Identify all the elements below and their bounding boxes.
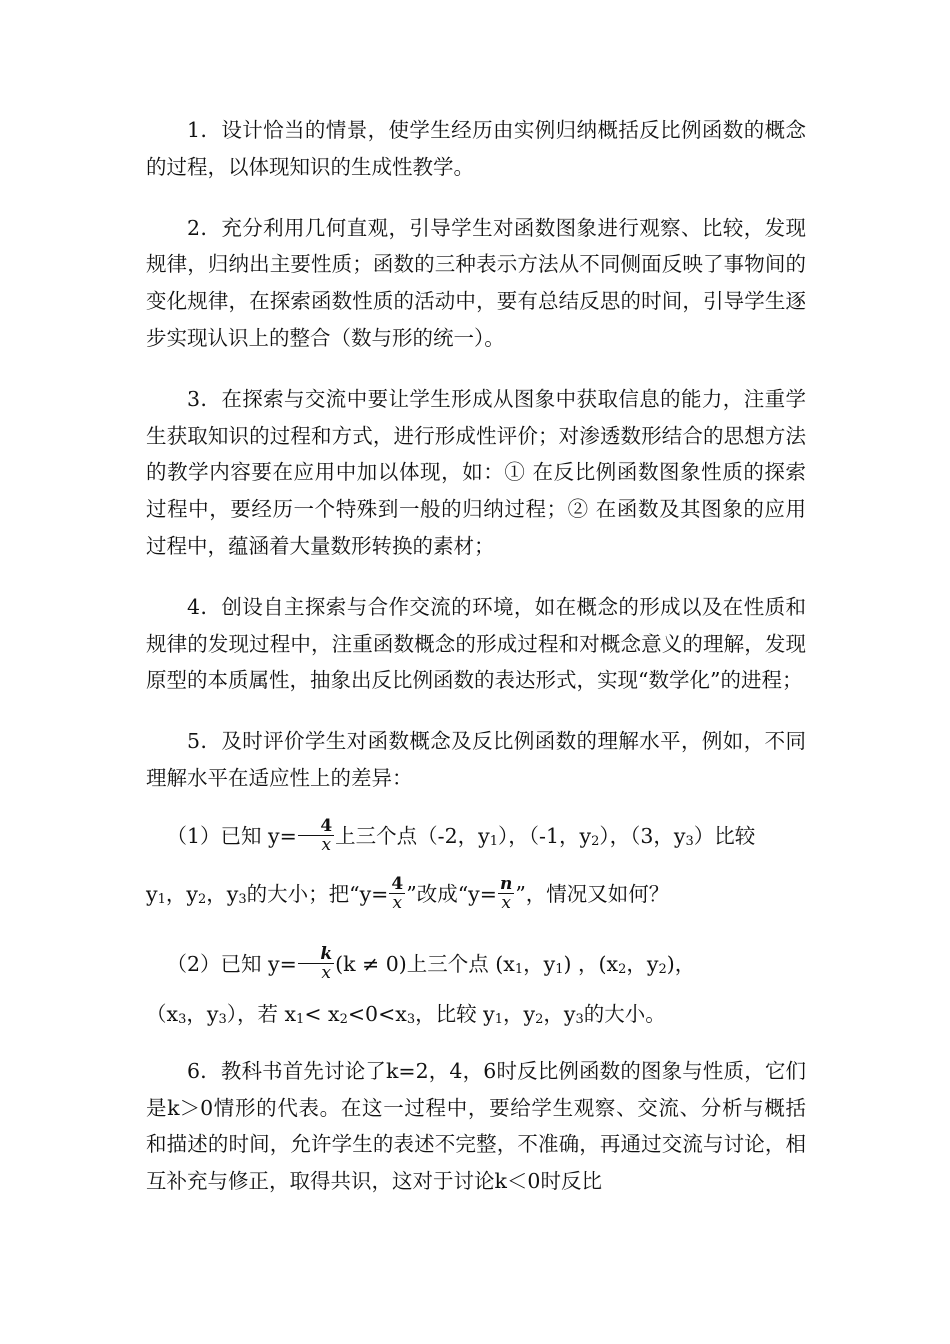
subscript: 1 [494,1011,504,1027]
text: ，y [626,951,659,976]
example-2-line-2 [146,989,806,1039]
text: ，y [503,1001,536,1026]
denominator: x [501,892,511,913]
numerator: 4 [391,873,404,894]
text: ），（3，y [599,823,686,848]
text: 上三个点（-2，y [335,823,490,848]
text: ，y [186,1001,219,1026]
text: ，y [543,1001,576,1026]
example-1-line-2 [146,869,806,919]
text: ，y [523,951,556,976]
subscript: 2 [591,833,600,849]
subscript: 3 [238,891,247,907]
numerator: k [298,945,334,964]
subscript: 1 [555,961,564,977]
paragraph-1: 1．设计恰当的情景，使学生经历由实例归纳概括反比例函数的概念的过程，以体现知识的生成性教学。 [146,118,806,179]
subscript: 3 [685,833,694,849]
text: 的大小；把“y= [246,881,389,906]
example-2-line-1 [146,939,806,989]
document-page [146,112,806,1200]
subscript: 1 [296,1011,305,1027]
subscript: 3 [575,1011,584,1027]
paragraph-5: 5．及时评价学生对函数概念及反比例函数的理解水平，例如，不同理解水平在适应性上的差异： [146,729,806,790]
subscript: 1 [514,961,524,977]
subscript: 2 [535,1011,544,1027]
subscript: 2 [197,891,207,907]
text: ，y [165,881,198,906]
subscript: 3 [406,1011,416,1027]
text: (k ≠ 0)上三个点 (x [335,951,515,976]
text: ），（-1，y [498,823,592,848]
subscript: 3 [178,1011,187,1027]
text: （1）已知 y= [166,823,297,848]
text: ，比较 y [415,1001,495,1026]
fraction-4-over-x [389,875,405,912]
text: （2）已知 y= [166,951,297,976]
paragraph-2: 2．充分利用几何直观，引导学生对函数图象进行观察、比较，发现规律，归纳出主要性质；函数的三种表示方法从不同侧面反映了事物间的变化规律，在探索函数性质的活动中，要有总结反思的时间，引导学生逐步实现认识上的整合（数与形的统一）。 [146,215,806,350]
subscript: 2 [339,1011,348,1027]
numerator: 4 [298,817,334,836]
text: y [146,881,158,906]
text: ），若 x [226,1001,297,1026]
denominator: x [321,962,332,983]
text: （x [146,1001,179,1026]
text: 的大小。 [583,1001,666,1026]
paragraph-6: 6．教科书首先讨论了k=2，4，6时反比例函数的图象与性质，它们是k＞0情形的代表。在这一过程中，要给学生观察、交流、分析与概括和描述的时间，允许学生的表述不完整，不准确，再通过交流与讨论，相互补充与修正，取得共识，这对于讨论k＜0时反比 [146,1058,806,1194]
subscript: 1 [157,891,166,907]
denominator: x [321,834,332,855]
paragraph-4: 4．创设自主探索与合作交流的环境，如在概念的形成以及在性质和规律的发现过程中，注重函数概念的形成过程和对概念意义的理解，发现原型的本质属性，抽象出反比例函数的表达形式，实现“数学化”的进程； [146,594,806,693]
subscript: 2 [658,961,667,977]
text: <0<x [347,1001,407,1026]
fraction-4-over-x [298,817,334,854]
denominator: x [392,892,403,913]
text: )， [666,951,696,976]
paragraph-3: 3．在探索与交流中要让学生形成从图象中获取信息的能力，注重学生获取知识的过程和方式，进行形成性评价；对渗透数形结合的思想方法的教学内容要在应用中加以体现，如：① 在反比例函数图象性质的探索过程中，要经历一个特殊到一般的归纳过程；② 在函数及其图象的应用过程中，蕴涵着大量数形转换的素材； [146,386,806,558]
subscript: 3 [218,1011,227,1027]
text: ) ，(x [563,951,619,976]
text: ”，情况又如何？ [515,881,670,906]
subscript: 2 [618,961,627,977]
text: ”改成“y= [406,881,497,906]
text: < x [304,1001,340,1026]
text: ）比较 [693,823,756,848]
numerator: n [499,873,513,894]
fraction-n-over-x [498,875,514,912]
example-1-line-1 [146,811,806,861]
text: ，y [206,881,239,906]
subscript: 1 [489,833,499,849]
fraction-k-over-x [298,945,334,982]
